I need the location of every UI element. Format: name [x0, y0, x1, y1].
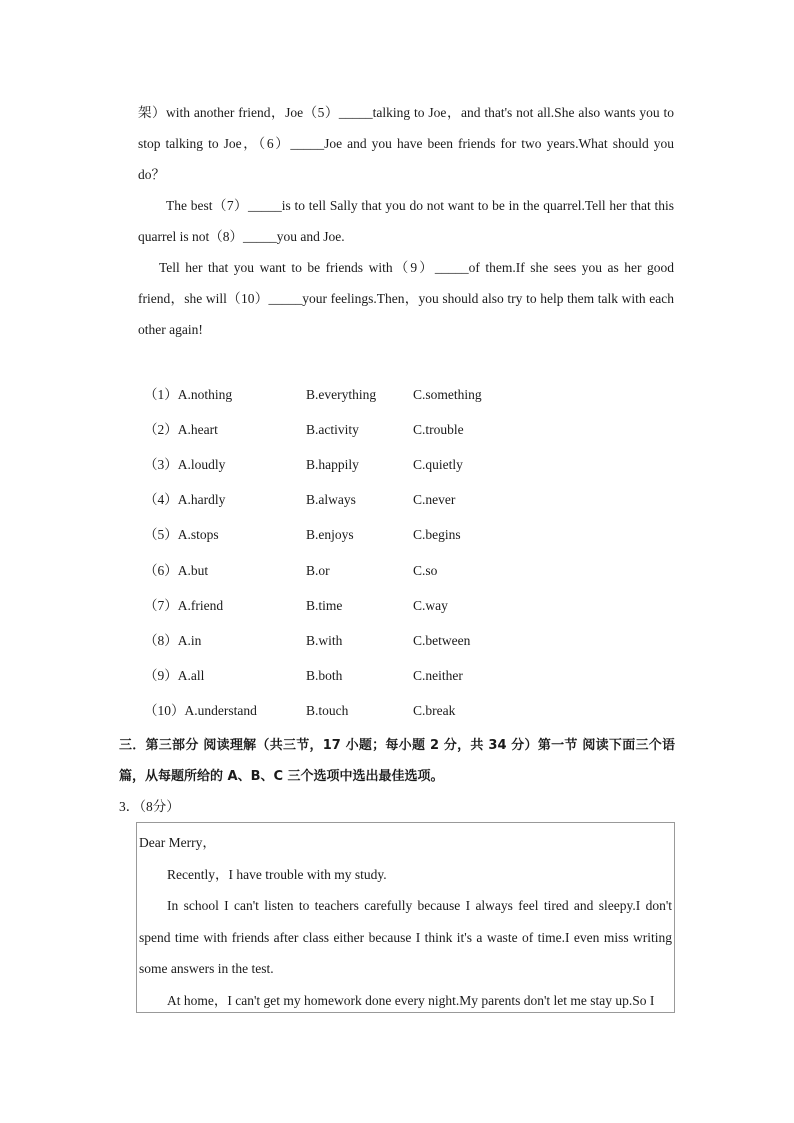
option-b: B.everything: [306, 387, 377, 402]
letter-paragraph-2: In school I can't listen to teachers carefully because I always feel tired and sleepy.I don't spend time with friends after class either because I think it's a waste of time.I even miss writing some answers in the test.: [139, 898, 672, 976]
option-c: C.something: [413, 387, 482, 402]
passage-paragraph-1: 架）with another friend，Joe（5）_____talking to Joe，and that's not all.She also wants you to stop talking to Joe，（6）_____Joe and you have been friends for two years.What should you do？: [138, 105, 674, 182]
option-b: B.activity: [306, 422, 359, 437]
option-a: （5）A.stops: [144, 527, 219, 542]
option-c: C.way: [413, 598, 448, 613]
option-a: （8）A.in: [144, 633, 202, 648]
option-c: C.trouble: [413, 422, 464, 437]
passage-paragraph-3: Tell her that you want to be friends with（9）_____of them.If she sees you as her good friend，she will（10）_____your feelings.Then，you should also try to help them talk with each other again!: [138, 260, 674, 337]
option-b: B.or: [306, 563, 330, 578]
passage-paragraph-2: The best（7）_____is to tell Sally that you do not want to be in the quarrel.Tell her that this quarrel is not（8）_____you and Joe.: [138, 198, 674, 244]
option-a: （4）A.hardly: [144, 492, 226, 507]
option-b: B.happily: [306, 457, 359, 472]
option-a: （3）A.loudly: [144, 457, 226, 472]
option-c: C.neither: [413, 668, 463, 683]
option-b: B.time: [306, 598, 343, 613]
option-b: B.enjoys: [306, 527, 354, 542]
question-number: 3．（8分）: [119, 799, 180, 814]
option-c: C.never: [413, 492, 456, 507]
option-c: C.so: [413, 563, 438, 578]
option-a: （6）A.but: [144, 563, 209, 578]
option-c: C.begins: [413, 527, 461, 542]
option-a: （2）A.heart: [144, 422, 218, 437]
letter-box: [136, 822, 675, 1013]
option-b: B.always: [306, 492, 356, 507]
option-a: （1）A.nothing: [144, 387, 233, 402]
option-a: （9）A.all: [144, 668, 205, 683]
option-a: （10）A.understand: [144, 703, 257, 718]
option-b: B.both: [306, 668, 343, 683]
letter-paragraph-1: Recently，I have trouble with my study.: [167, 866, 387, 882]
option-b: B.with: [306, 633, 343, 648]
letter-greeting: Dear Merry，: [139, 835, 216, 850]
section-3-heading: 三．第三部分 阅读理解（共三节，17 小题；每小题 2 分，共 34 分）第一节 阅读下面三个语篇，从每题所给的 A、B、C 三个选项中选出最佳选项。: [119, 738, 675, 784]
option-c: C.break: [413, 703, 456, 718]
option-c: C.quietly: [413, 457, 463, 472]
option-c: C.between: [413, 633, 471, 648]
letter-paragraph-3: At home，I can't get my homework done every night.My parents don't let me stay up.So I: [167, 992, 655, 1008]
option-a: （7）A.friend: [144, 598, 224, 613]
option-b: B.touch: [306, 703, 349, 718]
